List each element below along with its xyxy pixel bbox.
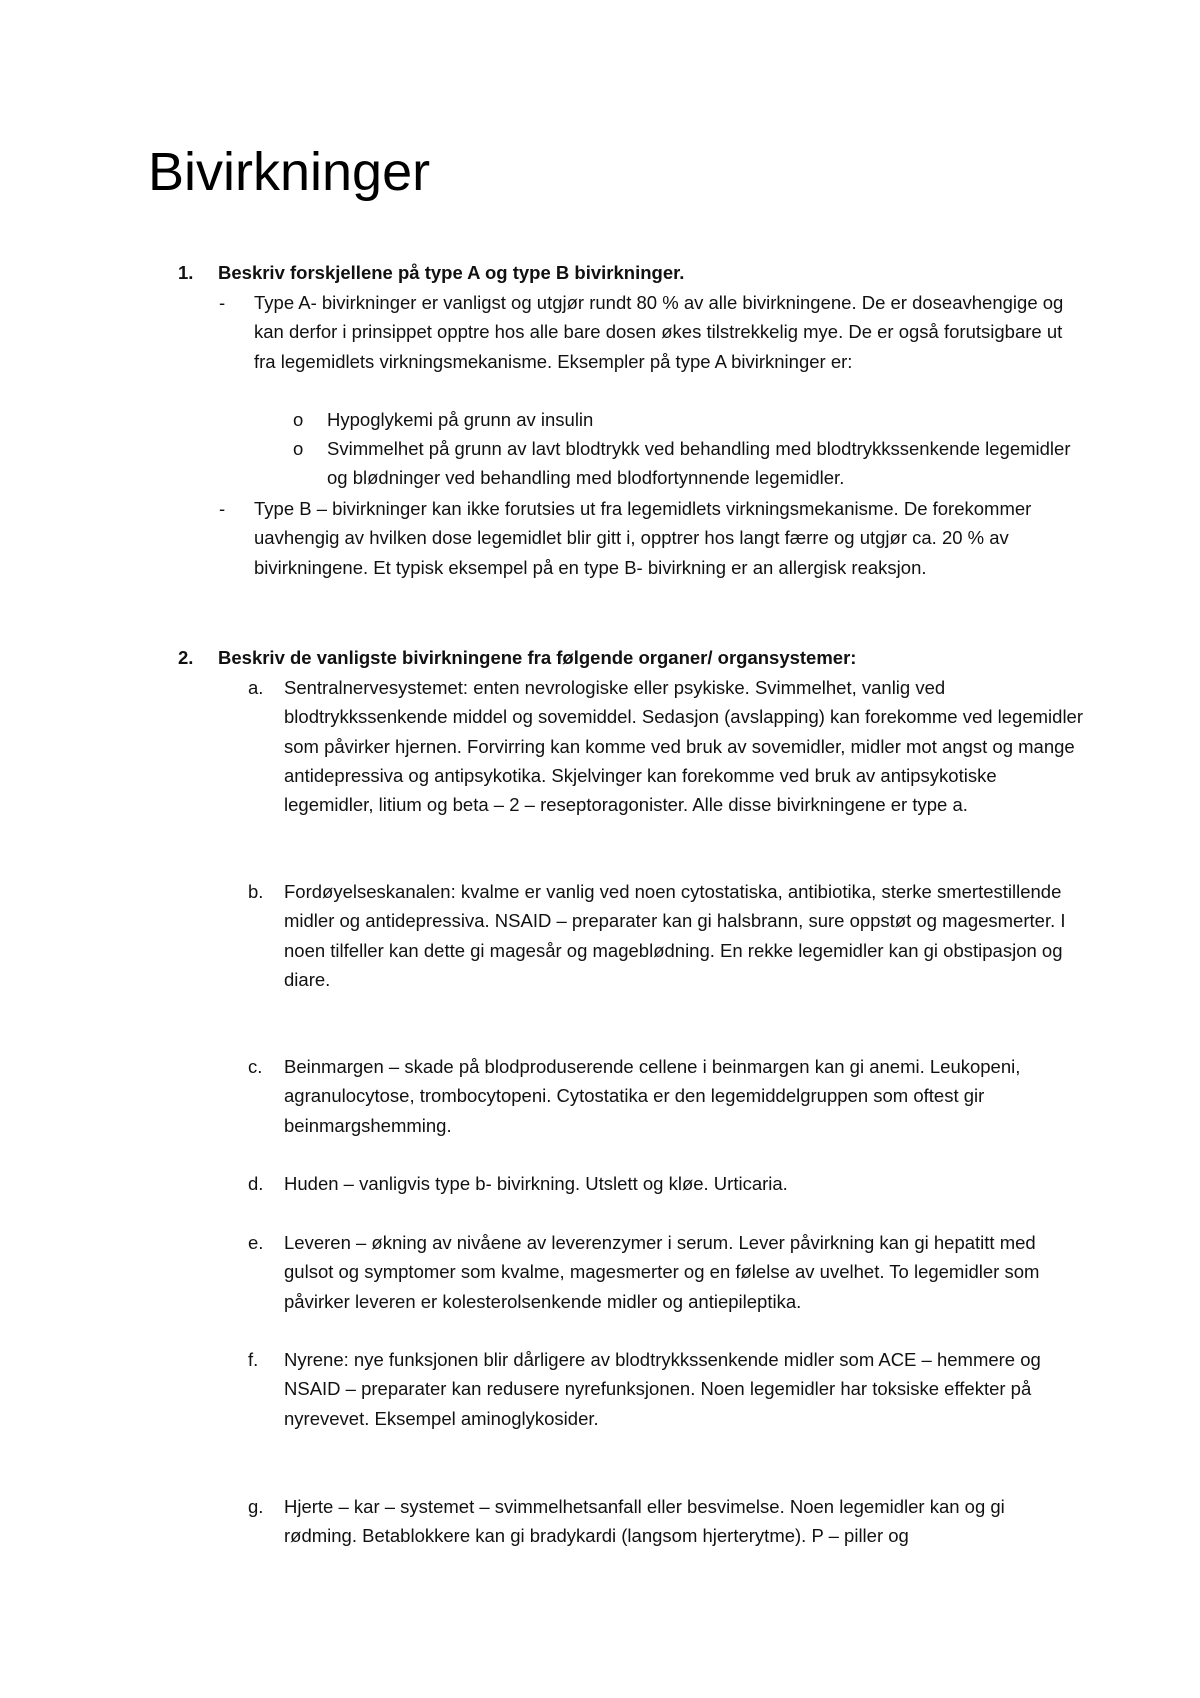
dash-bullet: -: [219, 498, 226, 519]
list-item: [248, 1169, 1064, 1198]
circle-bullet: o: [293, 409, 304, 430]
bullet-text: Hypoglykemi på grunn av insulin: [327, 409, 594, 430]
list-item: [248, 877, 1074, 994]
document-title: Bivirkninger: [148, 142, 431, 202]
item-text: Fordøyelseskanalen: kvalme er vanlig ved noen cytostatiska, antibiotika, sterke smertestillende midler og antidepressiva. NSAID – preparater kan gi halsbrann, sure oppstøt og magesmerter. I noen tilfeller kan dette gi magesår og mageblødning. En rekke legemidler kan gi obstipasjon og diare.: [284, 881, 1066, 990]
circle-bullet: o: [293, 438, 304, 459]
item-letter: g.: [248, 1496, 264, 1517]
item-text: Sentralnervesystemet: enten nevrologiske eller psykiske. Svimmelhet, vanlig ved blodtrykkssenkende middel og sovemiddel. Sedasjon (avslapping) kan forekomme ved legemidler som påvirker hjernen. Forvirring kan komme ved bruk av sovemidler, midler mot angst og mange antidepressiva og antipsykotika. Skjelvinger kan forekomme ved bruk av antipsykotiske legemidler, litium og beta – 2 – reseptoragonister. Alle disse bivirkningene er type a.: [284, 677, 1084, 816]
list-item: [293, 405, 1087, 434]
item-text: Nyrene: nye funksjonen blir dårligere av blodtrykkssenkende midler som ACE – hemmere og NSAID – preparater kan redusere nyrefunksjonen. Noen legemidler har toksiske effekter på nyrevevet. Eksempel aminoglykosider.: [284, 1349, 1041, 1429]
list-item: [219, 494, 1054, 582]
item-letter: f.: [248, 1349, 259, 1370]
item-text: Leveren – økning av nivåene av leverenzymer i serum. Lever påvirkning kan gi hepatitt med gulsot og symptomer som kvalme, magesmerter og en følelse av uvelhet. To legemidler som påvirker leveren er kolesterolsenkende midler og antiepileptika.: [284, 1232, 1040, 1312]
list-item: [248, 1052, 1064, 1140]
list-item: [219, 288, 1074, 376]
question-number: 2.: [178, 647, 194, 668]
list-item: [248, 673, 1084, 819]
question-number: 1.: [178, 262, 194, 283]
bullet-text: Type B – bivirkninger kan ikke forutsies ut fra legemidlets virkningsmekanisme. De forekommer uavhengig av hvilken dose legemidlet blir gitt i, opptrer hos langt færre og utgjør ca. 20 % av bivirkningene. Et typisk eksempel på en type B- bivirkning er an allergisk reaksjon.: [254, 498, 1032, 578]
bullet-text: Type A- bivirkninger er vanligst og utgjør rundt 80 % av alle bivirkningene. De er doseavhengige og kan derfor i prinsippet opptre hos alle bare dosen økes tilstrekkelig mye. De er også forutsigbare ut fra legemidlets virkningsmekanisme. Eksempler på type A bivirkninger er:: [254, 292, 1064, 372]
item-letter: d.: [248, 1173, 264, 1194]
list-item: [248, 1492, 1074, 1551]
item-text: Beinmargen – skade på blodproduserende cellene i beinmargen kan gi anemi. Leukopeni, agranulocytose, trombocytopeni. Cytostatika er den legemiddelgruppen som oftest gir beinmargshemming.: [284, 1056, 1021, 1136]
item-letter: c.: [248, 1056, 263, 1077]
question-text: Beskriv forskjellene på type A og type B bivirkninger.: [218, 262, 685, 283]
dash-bullet: -: [219, 292, 226, 313]
item-letter: b.: [248, 881, 264, 902]
question-text: Beskriv de vanligste bivirkningene fra følgende organer/ organsystemer:: [218, 647, 857, 668]
item-text: Huden – vanligvis type b- bivirkning. Utslett og kløe. Urticaria.: [284, 1173, 788, 1194]
list-item: [248, 1228, 1084, 1316]
item-letter: e.: [248, 1232, 264, 1253]
item-text: Hjerte – kar – systemet – svimmelhetsanfall eller besvimelse. Noen legemidler kan og gi rødming. Betablokkere kan gi bradykardi (langsom hjerterytme). P – piller og: [284, 1496, 1005, 1547]
list-item: [248, 1345, 1064, 1433]
list-item: [293, 434, 1087, 493]
item-letter: a.: [248, 677, 264, 698]
bullet-text: Svimmelhet på grunn av lavt blodtrykk ved behandling med blodtrykkssenkende legemidler og blødninger ved behandling med blodfortynnende legemidler.: [327, 438, 1071, 489]
